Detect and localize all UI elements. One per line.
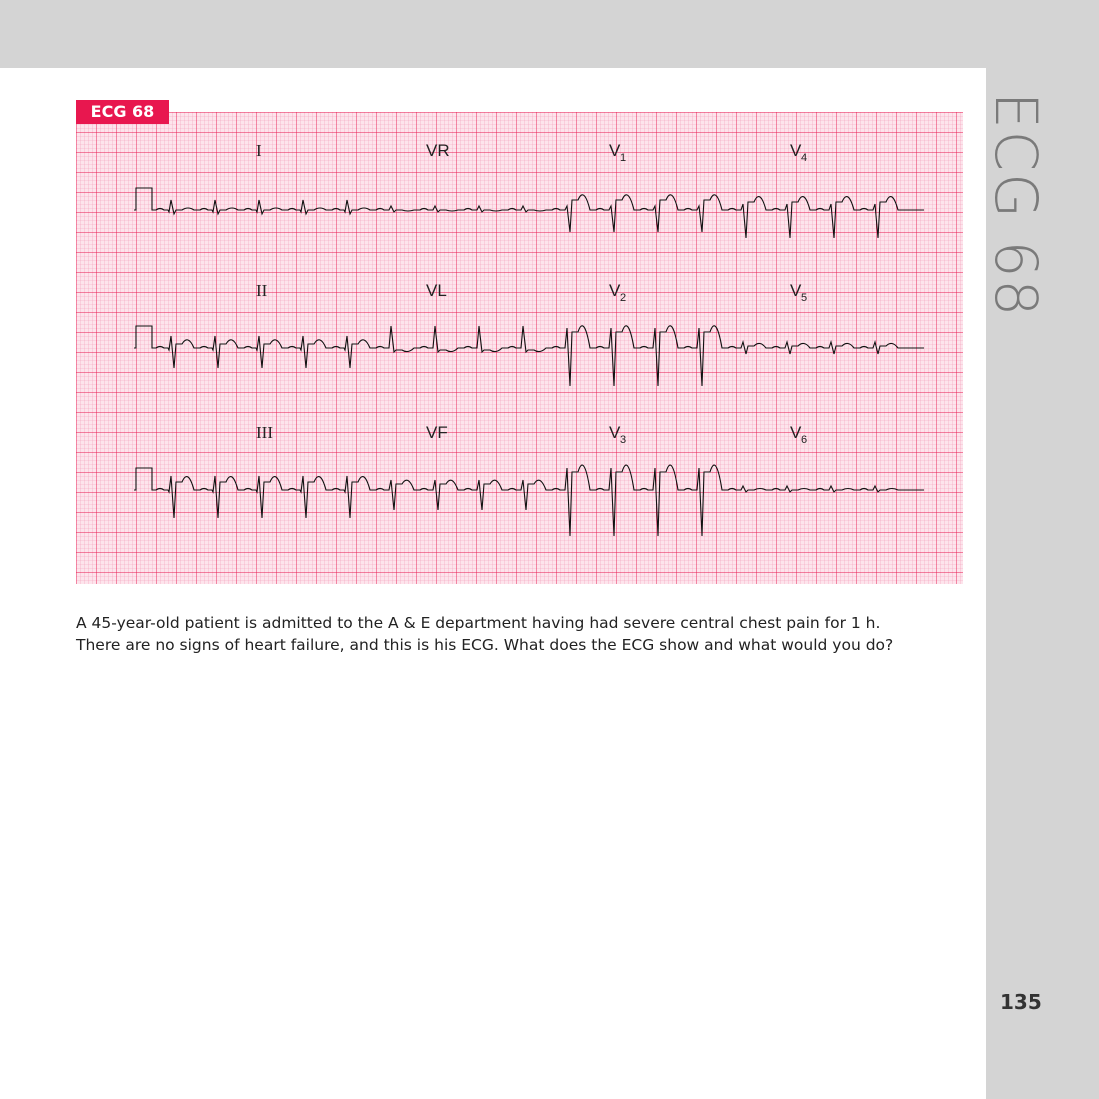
- question-line-1: A 45-year-old patient is admitted to the A & E department having had severe central chest pain for 1 h.: [76, 614, 881, 632]
- top-band: [0, 0, 1099, 68]
- lead-label-subscript: 2: [620, 292, 627, 304]
- lead-label: V: [609, 281, 621, 300]
- ecg-tag: ECG 68: [76, 100, 169, 124]
- lead-label: VL: [426, 281, 447, 300]
- lead-label: V: [609, 141, 621, 160]
- lead-label-subscript: 5: [801, 292, 808, 304]
- lead-label: VR: [426, 141, 450, 160]
- lead-label-subscript: 4: [801, 152, 808, 164]
- lead-label: II: [256, 281, 268, 300]
- page-number: 135: [1000, 990, 1042, 1014]
- lead-label: V: [790, 423, 802, 442]
- ecg-strip: [76, 112, 963, 584]
- lead-label: V: [790, 141, 802, 160]
- lead-label: I: [256, 141, 262, 160]
- lead-label-subscript: 6: [801, 434, 808, 446]
- question-text: [76, 612, 956, 656]
- lead-label-subscript: 1: [620, 152, 627, 164]
- lead-label: III: [256, 423, 273, 442]
- lead-label: VF: [426, 423, 448, 442]
- lead-label: V: [609, 423, 621, 442]
- question-line-2: There are no signs of heart failure, and this is his ECG. What does the ECG show and what would you do?: [76, 636, 894, 654]
- lead-label: V: [790, 281, 802, 300]
- side-title: ECG 68: [982, 92, 1050, 319]
- lead-label-subscript: 3: [620, 434, 627, 446]
